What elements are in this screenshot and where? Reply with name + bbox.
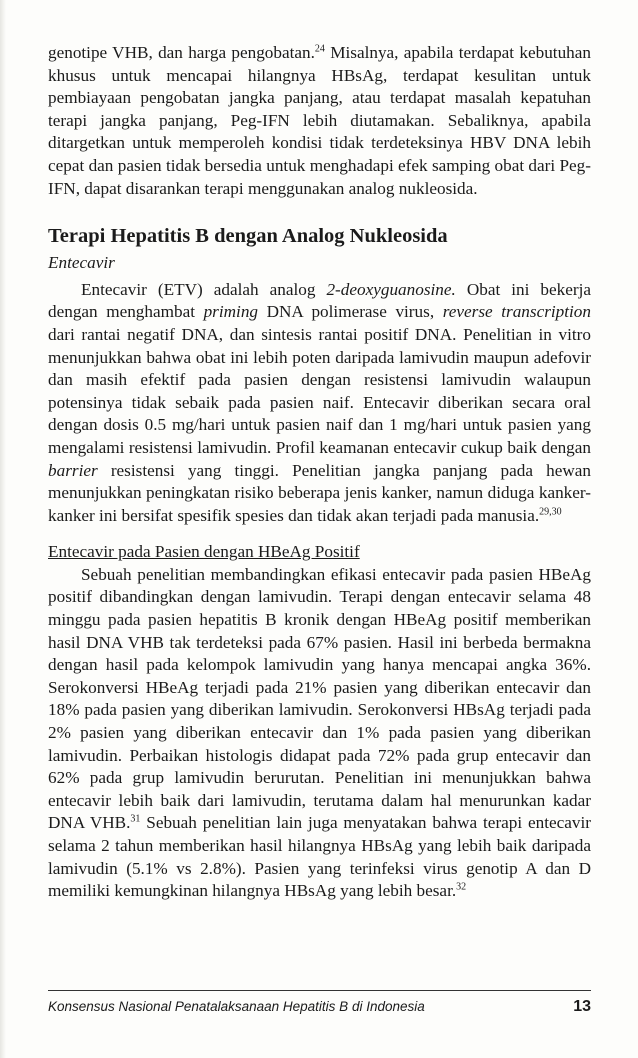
subsection-heading-hbeag: Entecavir pada Pasien dengan HBeAg Positif [48,542,360,562]
intro-text: genotipe VHB, dan harga pengobatan. [48,43,315,62]
text-run: Sebuah penelitian lain juga menyatakan bahwa terapi entecavir selama 2 tahun memberikan hasil hilangnya HBsAg yang lebih baik daripada lamivudin (5.1% vs 2.8%). Pasien yang terinfeksi virus genotip A dan D memiliki kemungkinan hilangnya HBsAg yang lebih besar. [48,813,591,901]
intro-text-continued: Misalnya, apabila terdapat kebutuhan khusus untuk mencapai hilangnya HBsAg, terdapat kesulitan untuk pembiayaan pengobatan jangka panjang, atau terdapat masalah kepatuhan terapi jangka panjang, Peg-IFN lebih diutamakan. Sebaliknya, apabila ditargetkan untuk memperoleh kondisi tidak terdeteksinya HBV DNA lebih cepat dan pasien tidak bersedia untuk menghadapi efek samping obat dari Peg-IFN, dapat disarankan terapi menggunakan analog nukleosida. [48,43,591,198]
footer-divider [48,990,591,991]
footer-title: Konsensus Nasional Penatalaksanaan Hepatitis B di Indonesia [48,999,425,1014]
citation-superscript: 24 [314,43,325,55]
italic-term: priming [203,302,259,322]
text-run: Entecavir (ETV) adalah analog [81,279,327,299]
italic-term: 2-deoxyguanosine. [326,279,456,299]
citation-superscript: 31 [130,813,141,825]
entecavir-paragraph [48,279,591,528]
page-gutter-shadow [0,0,6,1058]
intro-paragraph [48,42,591,200]
subsection-title-entecavir: Entecavir [48,253,115,273]
page-number: 13 [573,998,591,1015]
text-run: DNA polimerase virus, [258,302,443,322]
citation-superscript: 29,30 [539,505,562,517]
page-footer [48,998,591,1016]
hbeag-paragraph [48,564,591,903]
italic-term: reverse transcription [442,302,591,322]
text-run: resistensi yang tinggi. Penelitian jangka panjang pada hewan menunjukkan peningkatan risiko beberapa jenis kanker, namun diduga kanker-kanker ini bersifat spesifik spesies dan tidak akan terjadi pada manusia. [48,460,591,525]
italic-term: barrier [48,460,98,480]
text-run: dari rantai negatif DNA, dan sintesis rantai positif DNA. Penelitian in vitro menunjukkan bahwa obat ini lebih poten daripada lamivudin maupun adefovir dan masih efektif pada pasien dengan resistensi lamivudin walaupun potensinya tidak sebaik pada pasien naif. Entecavir diberikan secara oral dengan dosis 0.5 mg/hari untuk pasien naif dan 1 mg/hari untuk pasien yang mengalami resistensi lamivudin. Profil keamanan entecavir cukup baik dengan [48,324,591,457]
citation-superscript: 32 [456,881,467,893]
page-body [48,42,591,903]
section-heading: Terapi Hepatitis B dengan Analog Nukleosida [48,225,448,248]
text-run: Sebuah penelitian membandingkan efikasi entecavir pada pasien HBeAg positif dibandingkan dengan lamivudin. Terapi dengan entecavir selama 48 minggu pada pasien hepatitis B kronik dengan HBeAg positif memberikan hasil DNA VHB tak terdeteksi pada 67% pasien. Hasil ini berbeda bermakna dengan hasil pada kelompok lamivudin yang hanya mencapai angka 36%. Serokonversi HBeAg terjadi pada 21% pasien yang diberikan entecavir dan 18% pada pasien yang diberikan lamivudin. Serokonversi HBsAg terjadi pada 2% pasien yang diberikan entecavir dan 1% pada pasien yang diberikan lamivudin. Perbaikan histologis didapat pada 72% pada grup entecavir dan 62% pada grup lamivudin berurutan. Penelitian ini menunjukkan bahwa entecavir lebih baik dari lamivudin, terutama dalam hal menurunkan kadar DNA VHB. [48,564,591,833]
text-run: Obat ini bekerja dengan menghambat [48,279,591,322]
